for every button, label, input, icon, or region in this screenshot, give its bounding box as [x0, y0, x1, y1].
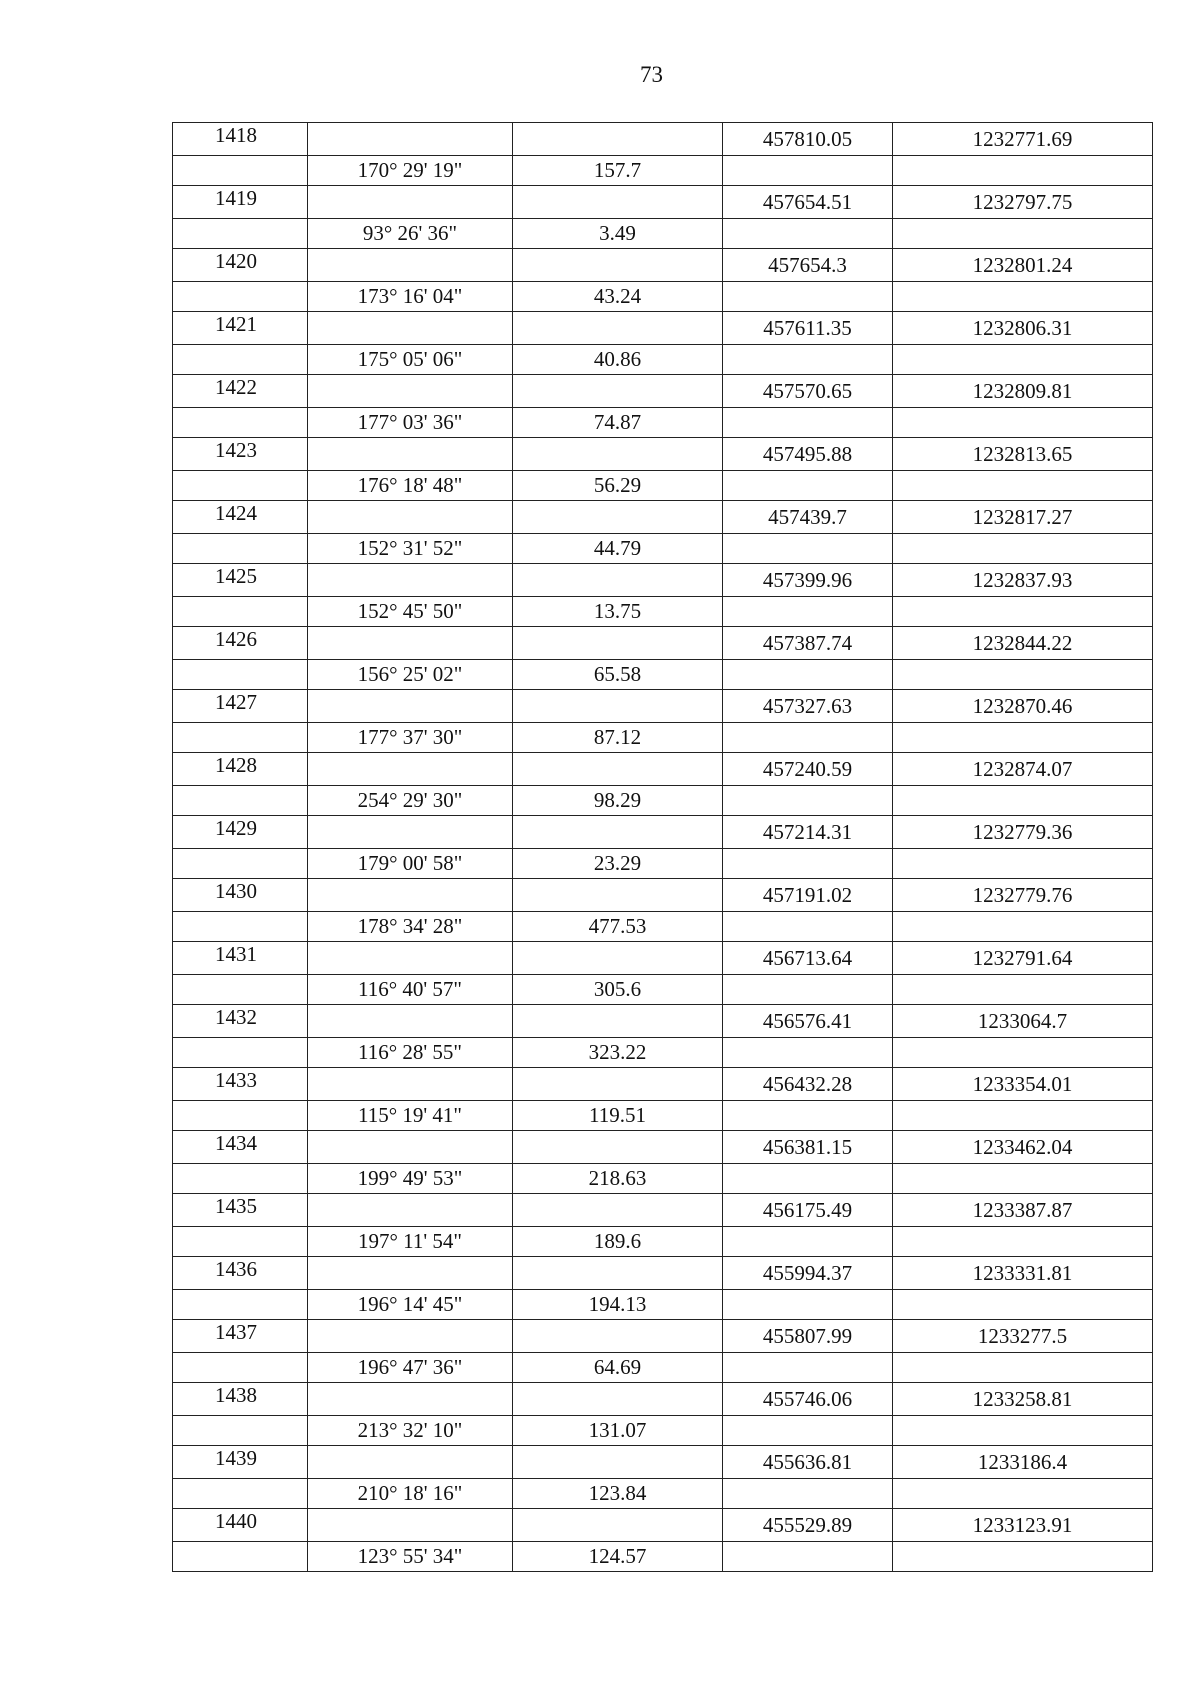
- station-row: [173, 249, 1153, 282]
- northing-cell: 1233354.01: [893, 1068, 1153, 1101]
- empty-easting-cell: [723, 219, 893, 249]
- station-cell: 1434: [173, 1131, 308, 1164]
- station-row: [173, 627, 1153, 660]
- bearing-cell: 93° 26' 36": [308, 219, 513, 249]
- empty-distance-cell: [513, 942, 723, 975]
- distance-cell: 124.57: [513, 1542, 723, 1572]
- northing-cell: 1233331.81: [893, 1257, 1153, 1290]
- station-row: [173, 942, 1153, 975]
- bearing-cell: 254° 29' 30": [308, 786, 513, 816]
- empty-northing-cell: [893, 597, 1153, 627]
- bearing-cell: 156° 25' 02": [308, 660, 513, 690]
- bearing-cell: 210° 18' 16": [308, 1479, 513, 1509]
- empty-bearing-cell: [308, 1257, 513, 1290]
- empty-distance-cell: [513, 1005, 723, 1038]
- distance-cell: 56.29: [513, 471, 723, 501]
- distance-cell: 218.63: [513, 1164, 723, 1194]
- leg-row: [173, 408, 1153, 438]
- easting-cell: 455807.99: [723, 1320, 893, 1353]
- distance-cell: 189.6: [513, 1227, 723, 1257]
- empty-northing-cell: [893, 975, 1153, 1005]
- empty-station-cell: [173, 1038, 308, 1068]
- empty-distance-cell: [513, 123, 723, 156]
- empty-distance-cell: [513, 1131, 723, 1164]
- station-row: [173, 753, 1153, 786]
- bearing-cell: 170° 29' 19": [308, 156, 513, 186]
- empty-station-cell: [173, 1227, 308, 1257]
- leg-row: [173, 534, 1153, 564]
- empty-station-cell: [173, 219, 308, 249]
- empty-distance-cell: [513, 879, 723, 912]
- leg-row: [173, 1353, 1153, 1383]
- station-row: [173, 501, 1153, 534]
- empty-northing-cell: [893, 408, 1153, 438]
- empty-station-cell: [173, 156, 308, 186]
- empty-northing-cell: [893, 1164, 1153, 1194]
- northing-cell: 1232806.31: [893, 312, 1153, 345]
- station-row: [173, 123, 1153, 156]
- leg-row: [173, 1227, 1153, 1257]
- empty-easting-cell: [723, 597, 893, 627]
- easting-cell: 457399.96: [723, 564, 893, 597]
- empty-bearing-cell: [308, 816, 513, 849]
- empty-northing-cell: [893, 786, 1153, 816]
- empty-easting-cell: [723, 975, 893, 1005]
- easting-cell: 455994.37: [723, 1257, 893, 1290]
- empty-bearing-cell: [308, 1509, 513, 1542]
- bearing-cell: 152° 45' 50": [308, 597, 513, 627]
- station-cell: 1439: [173, 1446, 308, 1479]
- station-cell: 1420: [173, 249, 308, 282]
- empty-bearing-cell: [308, 501, 513, 534]
- station-cell: 1421: [173, 312, 308, 345]
- easting-cell: 456576.41: [723, 1005, 893, 1038]
- empty-easting-cell: [723, 1164, 893, 1194]
- empty-easting-cell: [723, 1479, 893, 1509]
- empty-bearing-cell: [308, 249, 513, 282]
- empty-easting-cell: [723, 786, 893, 816]
- empty-easting-cell: [723, 345, 893, 375]
- northing-cell: 1232870.46: [893, 690, 1153, 723]
- empty-bearing-cell: [308, 690, 513, 723]
- empty-northing-cell: [893, 723, 1153, 753]
- empty-distance-cell: [513, 753, 723, 786]
- leg-row: [173, 471, 1153, 501]
- easting-cell: 457214.31: [723, 816, 893, 849]
- empty-station-cell: [173, 1542, 308, 1572]
- easting-cell: 456175.49: [723, 1194, 893, 1227]
- empty-easting-cell: [723, 282, 893, 312]
- station-cell: 1428: [173, 753, 308, 786]
- station-row: [173, 375, 1153, 408]
- empty-easting-cell: [723, 1416, 893, 1446]
- bearing-cell: 178° 34' 28": [308, 912, 513, 942]
- empty-easting-cell: [723, 534, 893, 564]
- empty-northing-cell: [893, 1353, 1153, 1383]
- empty-bearing-cell: [308, 753, 513, 786]
- empty-easting-cell: [723, 408, 893, 438]
- empty-distance-cell: [513, 1320, 723, 1353]
- empty-station-cell: [173, 1101, 308, 1131]
- leg-row: [173, 345, 1153, 375]
- station-row: [173, 1257, 1153, 1290]
- distance-cell: 23.29: [513, 849, 723, 879]
- empty-station-cell: [173, 660, 308, 690]
- northing-cell: 1232771.69: [893, 123, 1153, 156]
- distance-cell: 98.29: [513, 786, 723, 816]
- empty-station-cell: [173, 1353, 308, 1383]
- northing-cell: 1232813.65: [893, 438, 1153, 471]
- empty-easting-cell: [723, 1542, 893, 1572]
- station-row: [173, 1509, 1153, 1542]
- empty-station-cell: [173, 597, 308, 627]
- northing-cell: 1232837.93: [893, 564, 1153, 597]
- empty-station-cell: [173, 345, 308, 375]
- distance-cell: 157.7: [513, 156, 723, 186]
- empty-distance-cell: [513, 627, 723, 660]
- station-row: [173, 312, 1153, 345]
- northing-cell: 1233064.7: [893, 1005, 1153, 1038]
- empty-bearing-cell: [308, 1194, 513, 1227]
- empty-station-cell: [173, 408, 308, 438]
- empty-station-cell: [173, 534, 308, 564]
- station-cell: 1419: [173, 186, 308, 219]
- easting-cell: 457654.51: [723, 186, 893, 219]
- northing-cell: 1232809.81: [893, 375, 1153, 408]
- empty-easting-cell: [723, 660, 893, 690]
- distance-cell: 44.79: [513, 534, 723, 564]
- leg-row: [173, 849, 1153, 879]
- distance-cell: 3.49: [513, 219, 723, 249]
- empty-northing-cell: [893, 912, 1153, 942]
- page-number: 73: [640, 62, 663, 87]
- easting-cell: 457327.63: [723, 690, 893, 723]
- easting-cell: 457439.7: [723, 501, 893, 534]
- empty-station-cell: [173, 282, 308, 312]
- empty-easting-cell: [723, 1353, 893, 1383]
- empty-station-cell: [173, 912, 308, 942]
- distance-cell: 43.24: [513, 282, 723, 312]
- leg-row: [173, 660, 1153, 690]
- station-cell: 1427: [173, 690, 308, 723]
- easting-cell: 456713.64: [723, 942, 893, 975]
- empty-bearing-cell: [308, 942, 513, 975]
- station-row: [173, 879, 1153, 912]
- bearing-cell: 123° 55' 34": [308, 1542, 513, 1572]
- empty-bearing-cell: [308, 186, 513, 219]
- bearing-cell: 173° 16' 04": [308, 282, 513, 312]
- easting-cell: 457240.59: [723, 753, 893, 786]
- survey-coordinates-table: [172, 122, 1153, 1572]
- station-row: [173, 438, 1153, 471]
- empty-northing-cell: [893, 471, 1153, 501]
- station-cell: 1431: [173, 942, 308, 975]
- northing-cell: 1233387.87: [893, 1194, 1153, 1227]
- distance-cell: 87.12: [513, 723, 723, 753]
- empty-distance-cell: [513, 1509, 723, 1542]
- station-cell: 1418: [173, 123, 308, 156]
- empty-distance-cell: [513, 816, 723, 849]
- empty-distance-cell: [513, 1194, 723, 1227]
- leg-row: [173, 219, 1153, 249]
- empty-distance-cell: [513, 249, 723, 282]
- empty-northing-cell: [893, 534, 1153, 564]
- empty-bearing-cell: [308, 1068, 513, 1101]
- easting-cell: 455746.06: [723, 1383, 893, 1416]
- bearing-cell: 175° 05' 06": [308, 345, 513, 375]
- distance-cell: 13.75: [513, 597, 723, 627]
- empty-distance-cell: [513, 690, 723, 723]
- station-row: [173, 1131, 1153, 1164]
- easting-cell: 457570.65: [723, 375, 893, 408]
- empty-distance-cell: [513, 1383, 723, 1416]
- bearing-cell: 196° 47' 36": [308, 1353, 513, 1383]
- distance-cell: 64.69: [513, 1353, 723, 1383]
- station-cell: 1436: [173, 1257, 308, 1290]
- northing-cell: 1232797.75: [893, 186, 1153, 219]
- empty-station-cell: [173, 1290, 308, 1320]
- northing-cell: 1233123.91: [893, 1509, 1153, 1542]
- station-cell: 1430: [173, 879, 308, 912]
- empty-bearing-cell: [308, 1446, 513, 1479]
- easting-cell: 457654.3: [723, 249, 893, 282]
- distance-cell: 305.6: [513, 975, 723, 1005]
- easting-cell: 456432.28: [723, 1068, 893, 1101]
- empty-bearing-cell: [308, 375, 513, 408]
- northing-cell: 1232874.07: [893, 753, 1153, 786]
- empty-northing-cell: [893, 219, 1153, 249]
- empty-northing-cell: [893, 1227, 1153, 1257]
- station-cell: 1440: [173, 1509, 308, 1542]
- empty-station-cell: [173, 1164, 308, 1194]
- leg-row: [173, 156, 1153, 186]
- empty-easting-cell: [723, 849, 893, 879]
- easting-cell: 457495.88: [723, 438, 893, 471]
- empty-station-cell: [173, 975, 308, 1005]
- empty-bearing-cell: [308, 312, 513, 345]
- station-row: [173, 186, 1153, 219]
- northing-cell: 1233258.81: [893, 1383, 1153, 1416]
- distance-cell: 131.07: [513, 1416, 723, 1446]
- leg-row: [173, 1038, 1153, 1068]
- empty-easting-cell: [723, 1227, 893, 1257]
- leg-row: [173, 1416, 1153, 1446]
- empty-distance-cell: [513, 1446, 723, 1479]
- station-row: [173, 564, 1153, 597]
- empty-distance-cell: [513, 564, 723, 597]
- empty-distance-cell: [513, 438, 723, 471]
- leg-row: [173, 723, 1153, 753]
- northing-cell: 1233186.4: [893, 1446, 1153, 1479]
- leg-row: [173, 597, 1153, 627]
- easting-cell: 456381.15: [723, 1131, 893, 1164]
- distance-cell: 40.86: [513, 345, 723, 375]
- northing-cell: 1233277.5: [893, 1320, 1153, 1353]
- empty-station-cell: [173, 1416, 308, 1446]
- leg-row: [173, 912, 1153, 942]
- station-row: [173, 1005, 1153, 1038]
- bearing-cell: 179° 00' 58": [308, 849, 513, 879]
- station-cell: 1438: [173, 1383, 308, 1416]
- distance-cell: 65.58: [513, 660, 723, 690]
- empty-station-cell: [173, 849, 308, 879]
- station-cell: 1422: [173, 375, 308, 408]
- station-cell: 1426: [173, 627, 308, 660]
- northing-cell: 1233462.04: [893, 1131, 1153, 1164]
- easting-cell: 457611.35: [723, 312, 893, 345]
- empty-bearing-cell: [308, 879, 513, 912]
- station-row: [173, 1194, 1153, 1227]
- leg-row: [173, 1290, 1153, 1320]
- empty-station-cell: [173, 1479, 308, 1509]
- empty-bearing-cell: [308, 438, 513, 471]
- bearing-cell: 197° 11' 54": [308, 1227, 513, 1257]
- empty-northing-cell: [893, 1290, 1153, 1320]
- empty-northing-cell: [893, 849, 1153, 879]
- station-row: [173, 1068, 1153, 1101]
- empty-easting-cell: [723, 471, 893, 501]
- easting-cell: 455636.81: [723, 1446, 893, 1479]
- empty-bearing-cell: [308, 564, 513, 597]
- survey-table-body: [173, 123, 1153, 1572]
- empty-northing-cell: [893, 1038, 1153, 1068]
- empty-bearing-cell: [308, 123, 513, 156]
- empty-bearing-cell: [308, 1320, 513, 1353]
- empty-station-cell: [173, 723, 308, 753]
- distance-cell: 119.51: [513, 1101, 723, 1131]
- station-cell: 1433: [173, 1068, 308, 1101]
- empty-northing-cell: [893, 345, 1153, 375]
- empty-easting-cell: [723, 1290, 893, 1320]
- easting-cell: 457191.02: [723, 879, 893, 912]
- station-cell: 1435: [173, 1194, 308, 1227]
- bearing-cell: 199° 49' 53": [308, 1164, 513, 1194]
- empty-easting-cell: [723, 912, 893, 942]
- distance-cell: 323.22: [513, 1038, 723, 1068]
- station-cell: 1432: [173, 1005, 308, 1038]
- empty-bearing-cell: [308, 1005, 513, 1038]
- empty-easting-cell: [723, 1038, 893, 1068]
- empty-bearing-cell: [308, 1131, 513, 1164]
- leg-row: [173, 1542, 1153, 1572]
- bearing-cell: 177° 03' 36": [308, 408, 513, 438]
- bearing-cell: 177° 37' 30": [308, 723, 513, 753]
- station-row: [173, 1320, 1153, 1353]
- easting-cell: 457387.74: [723, 627, 893, 660]
- empty-northing-cell: [893, 282, 1153, 312]
- leg-row: [173, 975, 1153, 1005]
- empty-bearing-cell: [308, 1383, 513, 1416]
- bearing-cell: 152° 31' 52": [308, 534, 513, 564]
- empty-distance-cell: [513, 375, 723, 408]
- empty-northing-cell: [893, 1416, 1153, 1446]
- empty-northing-cell: [893, 660, 1153, 690]
- northing-cell: 1232779.36: [893, 816, 1153, 849]
- station-cell: 1437: [173, 1320, 308, 1353]
- leg-row: [173, 786, 1153, 816]
- northing-cell: 1232779.76: [893, 879, 1153, 912]
- empty-northing-cell: [893, 1542, 1153, 1572]
- distance-cell: 194.13: [513, 1290, 723, 1320]
- bearing-cell: 115° 19' 41": [308, 1101, 513, 1131]
- empty-distance-cell: [513, 1068, 723, 1101]
- empty-distance-cell: [513, 1257, 723, 1290]
- distance-cell: 477.53: [513, 912, 723, 942]
- empty-northing-cell: [893, 1101, 1153, 1131]
- empty-distance-cell: [513, 501, 723, 534]
- leg-row: [173, 1164, 1153, 1194]
- station-cell: 1423: [173, 438, 308, 471]
- station-row: [173, 1446, 1153, 1479]
- bearing-cell: 196° 14' 45": [308, 1290, 513, 1320]
- distance-cell: 123.84: [513, 1479, 723, 1509]
- bearing-cell: 116° 28' 55": [308, 1038, 513, 1068]
- empty-northing-cell: [893, 156, 1153, 186]
- leg-row: [173, 1101, 1153, 1131]
- northing-cell: 1232817.27: [893, 501, 1153, 534]
- easting-cell: 457810.05: [723, 123, 893, 156]
- station-row: [173, 816, 1153, 849]
- distance-cell: 74.87: [513, 408, 723, 438]
- empty-northing-cell: [893, 1479, 1153, 1509]
- empty-easting-cell: [723, 723, 893, 753]
- station-cell: 1424: [173, 501, 308, 534]
- northing-cell: 1232791.64: [893, 942, 1153, 975]
- empty-station-cell: [173, 786, 308, 816]
- empty-bearing-cell: [308, 627, 513, 660]
- empty-easting-cell: [723, 156, 893, 186]
- station-cell: 1429: [173, 816, 308, 849]
- station-row: [173, 1383, 1153, 1416]
- bearing-cell: 116° 40' 57": [308, 975, 513, 1005]
- easting-cell: 455529.89: [723, 1509, 893, 1542]
- station-row: [173, 690, 1153, 723]
- empty-easting-cell: [723, 1101, 893, 1131]
- station-cell: 1425: [173, 564, 308, 597]
- northing-cell: 1232801.24: [893, 249, 1153, 282]
- leg-row: [173, 1479, 1153, 1509]
- empty-station-cell: [173, 471, 308, 501]
- leg-row: [173, 282, 1153, 312]
- northing-cell: 1232844.22: [893, 627, 1153, 660]
- bearing-cell: 213° 32' 10": [308, 1416, 513, 1446]
- empty-distance-cell: [513, 186, 723, 219]
- empty-distance-cell: [513, 312, 723, 345]
- bearing-cell: 176° 18' 48": [308, 471, 513, 501]
